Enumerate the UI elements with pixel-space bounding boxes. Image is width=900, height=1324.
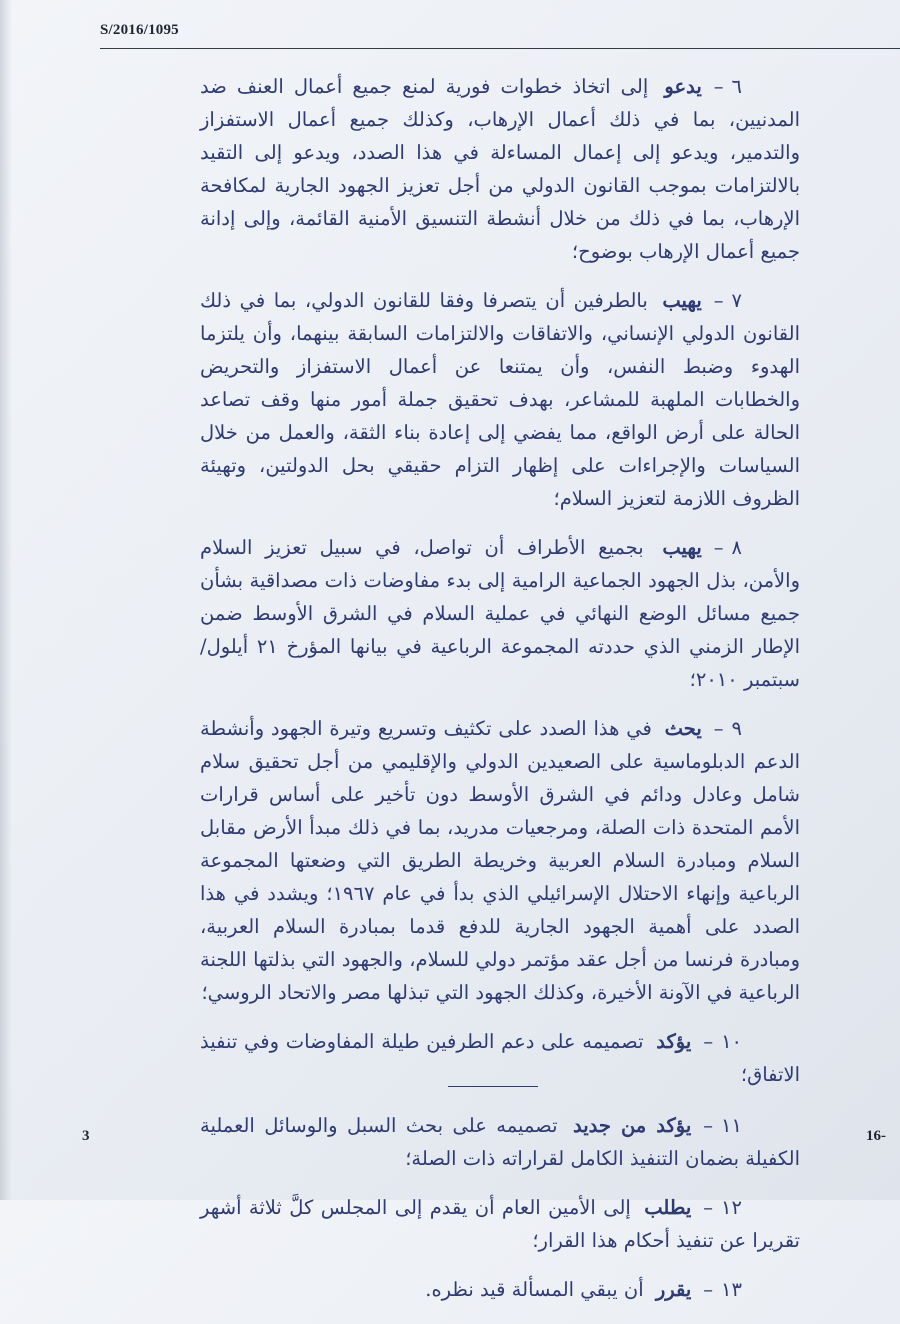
paragraph-text: تصميمه على بحث السبل والوسائل العملية الكفيلة بضمان التنفيذ الكامل لقراراته ذات الصلة؛ [200, 1114, 800, 1170]
document-symbol: S/2016/1095 [100, 22, 179, 38]
operative-paragraph: ١٠–يؤكد تصميمه على دعم الطرفين طيلة المفاوضات وفي تنفيذ الاتفاق؛ [200, 1025, 800, 1091]
page-header [100, 18, 900, 49]
paragraph-text: أن يبقي المسألة قيد نظره. [425, 1278, 644, 1301]
paragraph-number: ٦ [731, 75, 743, 98]
paragraph-text: إلى اتخاذ خطوات فورية لمنع جميع أعمال العنف ضد المدنيين، بما في ذلك أعمال الإرهاب، وكذلك جميع أعمال الاستفزاز والتدمير، ويدعو إلى إعمال المساءلة في هذا الصدد، ويدعو إلى التقيد بالالتزامات بموجب القانون الدولي من أجل تعزيز الجهود الجارية لمكافحة الإرهاب، بما في ذلك من خلال أنشطة التنسيق الأمنية القائمة، وإلى إدانة جميع أعمال الإرهاب بوضوح؛ [200, 75, 800, 263]
paragraph-keyword: يهيب [662, 536, 702, 559]
operative-paragraph: ١١–يؤكد من جديد تصميمه على بحث السبل والوسائل العملية الكفيلة بضمان التنفيذ الكامل لقراراته ذات الصلة؛ [200, 1109, 800, 1175]
paragraph-number: ٨ [731, 536, 742, 559]
page-number: 3 [82, 1128, 90, 1144]
paragraph-keyword: يهيب [662, 289, 702, 312]
paragraph-number: ١٣ [721, 1278, 742, 1301]
end-divider [448, 1086, 538, 1087]
operative-paragraph: ٩–يحث في هذا الصدد على تكثيف وتسريع وتيرة الجهود وأنشطة الدعم الدبلوماسية على الصعيدين الدولي والإقليمي من أجل تحقيق سلام شامل وعادل ودائم في الشرق الأوسط دون تأخير على أساس قرارات الأمم المتحدة ذات الصلة، ومرجعيات مدريد، بما في ذلك مبدأ الأرض مقابل السلام ومبادرة السلام العربية وخريطة الطريق التي وضعتها المجموعة الرباعية وإنهاء الاحتلال الإسرائيلي الذي بدأ في عام ١٩٦٧؛ ويشدد في هذا الصدد على أهمية الجهود الجارية للدفع قدما بمبادرة السلام العربية، ومبادرة فرنسا من أجل عقد مؤتمر دولي للسلام، والجهود التي بذلتها اللجنة الرباعية في الآونة الأخيرة، وكذلك الجهود التي تبذلها مصر والاتحاد الروسي؛ [200, 712, 800, 1009]
paragraph-number: ٧ [731, 289, 742, 312]
paragraph-text: في هذا الصدد على تكثيف وتسريع وتيرة الجهود وأنشطة الدعم الدبلوماسية على الصعيدين الدولي والإقليمي من أجل تحقيق سلام شامل وعادل ودائم في الشرق الأوسط دون تأخير على أساس قرارات الأمم المتحدة ذات الصلة، ومرجعيات مدريد، بما في ذلك مبدأ الأرض مقابل السلام ومبادرة السلام العربية وخريطة الطريق التي وضعتها المجموعة الرباعية وإنهاء الاحتلال الإسرائيلي الذي بدأ في عام ١٩٦٧؛ ويشدد في هذا الصدد على أهمية الجهود الجارية للدفع قدما بمبادرة السلام العربية، ومبادرة فرنسا من أجل عقد مؤتمر دولي للسلام، والجهود التي بذلتها اللجنة الرباعية في الآونة الأخيرة، وكذلك الجهود التي تبذلها مصر والاتحاد الروسي؛ [200, 717, 800, 1004]
paragraph-keyword: يؤكد من جديد [572, 1114, 692, 1137]
document-code-fragment: 16- [866, 1128, 886, 1144]
paragraph-number: ١٢ [721, 1196, 742, 1219]
operative-paragraph: ٨–يهيب بجميع الأطراف أن تواصل، في سبيل تعزيز السلام والأمن، بذل الجهود الجماعية الرامية إلى بدء مفاوضات ذات مصداقية بشأن جميع مسائل الوضع النهائي في عملية السلام في الشرق الأوسط ضمن الإطار الزمني الذي حددته المجموعة الرباعية في بيانها المؤرخ ٢١ أيلول/سبتمبر ٢٠١٠؛ [200, 531, 800, 696]
paragraph-number: ٩ [731, 717, 743, 740]
operative-paragraph: ١٢–يطلب إلى الأمين العام أن يقدم إلى المجلس كلَّ ثلاثة أشهر تقريرا عن تنفيذ أحكام هذا القرار؛ [200, 1191, 800, 1257]
paragraph-keyword: يقرر [655, 1278, 692, 1301]
paragraph-number: ١٠ [721, 1030, 743, 1053]
operative-paragraph: ٦–يدعو إلى اتخاذ خطوات فورية لمنع جميع أعمال العنف ضد المدنيين، بما في ذلك أعمال الإرهاب، وكذلك جميع أعمال الاستفزاز والتدمير، ويدعو إلى إعمال المساءلة في هذا الصدد، ويدعو إلى التقيد بالالتزامات بموجب القانون الدولي من أجل تعزيز الجهود الجارية لمكافحة الإرهاب، بما في ذلك من خلال أنشطة التنسيق الأمنية القائمة، وإلى إدانة جميع أعمال الإرهاب بوضوح؛ [200, 70, 800, 268]
operative-paragraph: ٧–يهيب بالطرفين أن يتصرفا وفقا للقانون الدولي، بما في ذلك القانون الدولي الإنساني، والاتفاقات والالتزامات السابقة بينهما، وأن يلتزما الهدوء وضبط النفس، وأن يمتنعا عن أعمال الاستفزاز والتحريض والخطابات الملهبة للمشاعر، بهدف تحقيق جملة أمور منها وقف تصاعد الحالة على أرض الواقع، مما يفضي إلى إعادة بناء الثقة، والعمل من خلال السياسات والإجراءات على إظهار التزام حقيقي بحل الدولتين، وتهيئة الظروف اللازمة لتعزيز السلام؛ [200, 284, 800, 515]
paragraph-keyword: يؤكد [656, 1030, 692, 1053]
paragraph-text: بجميع الأطراف أن تواصل، في سبيل تعزيز السلام والأمن، بذل الجهود الجماعية الرامية إلى بدء مفاوضات ذات مصداقية بشأن جميع مسائل الوضع النهائي في عملية السلام في الشرق الأوسط ضمن الإطار الزمني الذي حددته المجموعة الرباعية في بيانها المؤرخ ٢١ أيلول/سبتمبر ٢٠١٠؛ [200, 536, 800, 691]
paragraph-keyword: يطلب [644, 1196, 692, 1219]
paragraph-keyword: يحث [664, 717, 702, 740]
paragraph-text: تصميمه على دعم الطرفين طيلة المفاوضات وفي تنفيذ الاتفاق؛ [200, 1030, 800, 1086]
page-edge-shadow [0, 0, 12, 1200]
resolution-body [200, 70, 800, 1324]
paragraph-text: بالطرفين أن يتصرفا وفقا للقانون الدولي، بما في ذلك القانون الدولي الإنساني، والاتفاقات والالتزامات السابقة بينهما، وأن يلتزما الهدوء وضبط النفس، وأن يمتنعا عن أعمال الاستفزاز والتحريض والخطابات الملهبة للمشاعر، بهدف تحقيق جملة أمور منها وقف تصاعد الحالة على أرض الواقع، مما يفضي إلى إعادة بناء الثقة، والعمل من خلال السياسات والإجراءات على إظهار التزام حقيقي بحل الدولتين، وتهيئة الظروف اللازمة لتعزيز السلام؛ [200, 289, 800, 510]
paragraph-text: إلى الأمين العام أن يقدم إلى المجلس كلَّ ثلاثة أشهر تقريرا عن تنفيذ أحكام هذا القرار؛ [200, 1196, 800, 1252]
operative-paragraph: ١٣–يقرر أن يبقي المسألة قيد نظره. [200, 1273, 800, 1306]
paragraph-keyword: يدعو [664, 75, 702, 98]
paragraph-number: ١١ [721, 1114, 742, 1137]
